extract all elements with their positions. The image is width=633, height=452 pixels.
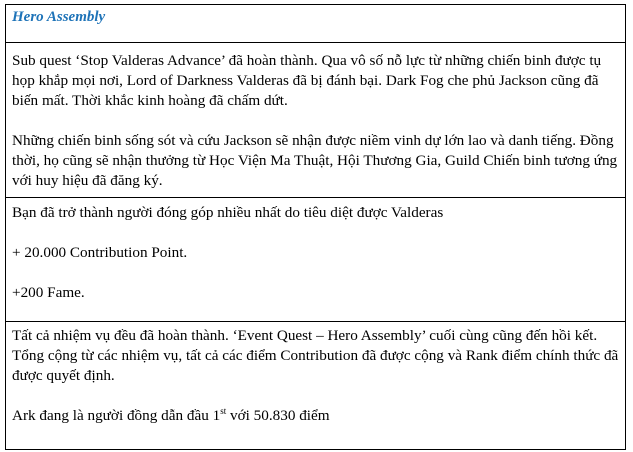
rank-decided-paragraph: Tổng cộng từ các nhiệm vụ, tất cả các điểm Contribution đã được cộng và Rank điểm chính thức đã được quyết định. xyxy=(12,347,619,384)
completion-paragraph: Sub quest ‘Stop Valderas Advance’ đã hoàn thành. Qua vô số nỗ lực từ những chiến binh được tụ họp khắp mọi nơi, Lord of Darkness Valderas đã bị đánh bại. Dark Fog che phủ Jackson cũng đã biến mất. Thời khắc kinh hoàng đã chấm dứt. xyxy=(12,52,602,109)
quest-table xyxy=(5,4,626,450)
leader-text: Ark đang là người đồng dẫn đầu 1 xyxy=(12,407,221,424)
leader-score-text: với 50.830 điểm xyxy=(226,407,330,424)
contribution-row xyxy=(6,197,625,321)
table-header-row xyxy=(6,5,625,42)
paragraph-spacer xyxy=(12,223,619,243)
reward-paragraph: Những chiến binh sống sót và cứu Jackson sẽ nhận được niềm vinh dự lớn lao và danh tiếng. Đồng thời, họ cũng sẽ nhận thưởng từ Học Viện Ma Thuật, Hội Thương Gia, Guild Chiến binh tương ứng với huy hiệu đã đăng ký. xyxy=(12,132,618,189)
paragraph-spacer xyxy=(12,263,619,283)
table-title: Hero Assembly xyxy=(12,9,106,25)
contribution-points-text: + 20.000 Contribution Point. xyxy=(12,244,188,261)
final-ranking-row xyxy=(6,321,625,450)
fame-text: +200 Fame. xyxy=(12,284,85,301)
leader-paragraph xyxy=(12,406,619,426)
quest-completion-row xyxy=(6,42,625,197)
event-end-paragraph: Tất cả nhiệm vụ đều đã hoàn thành. ‘Event Quest – Hero Assembly’ cuối cùng cũng đến hồi kết. xyxy=(12,327,598,344)
ordinal-suffix: st xyxy=(220,405,227,416)
paragraph-spacer xyxy=(12,111,619,131)
paragraph-spacer xyxy=(12,386,619,406)
top-contributor-text: Bạn đã trở thành người đóng góp nhiều nhất do tiêu diệt được Valderas xyxy=(12,204,444,221)
